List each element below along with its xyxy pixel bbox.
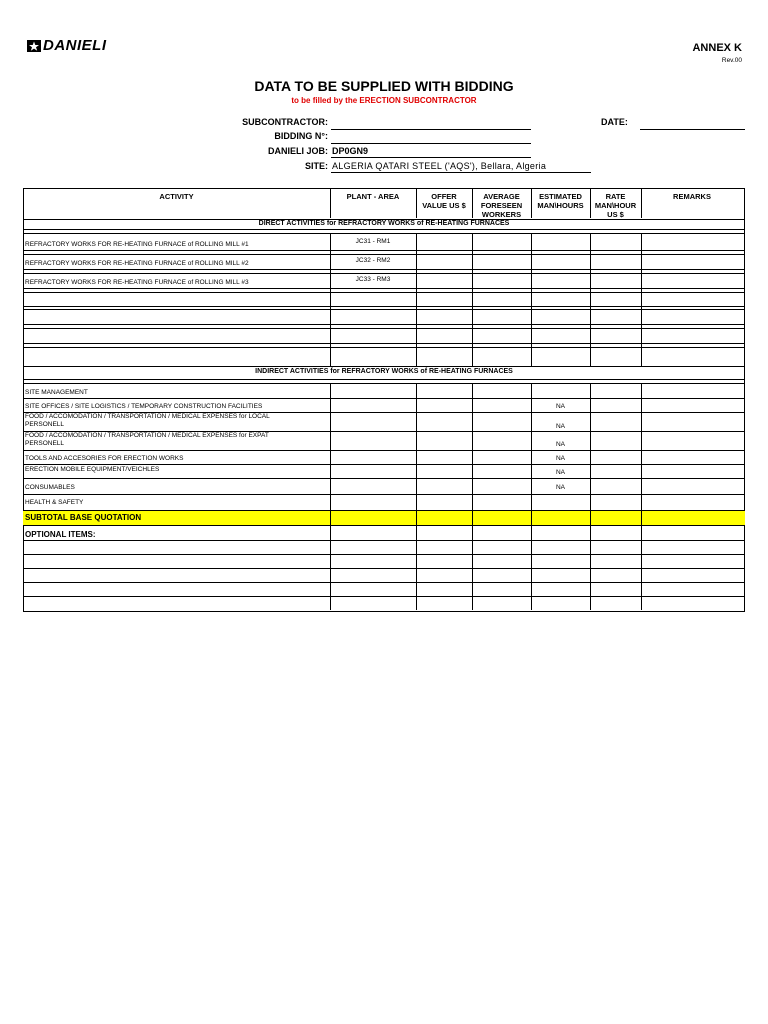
revision-label: Rev.00 — [721, 57, 742, 64]
indirect-row-3-line2: PERSONELL — [25, 421, 65, 428]
col-estimated-manhours — [531, 192, 590, 210]
col-offer-line1: OFFER — [431, 192, 457, 201]
indirect-row-3-activity — [25, 413, 270, 429]
direct-row-1-plant: JC31 - RM1 — [355, 238, 391, 245]
indirect-row-2-est: NA — [555, 403, 566, 410]
job-field[interactable] — [331, 157, 531, 158]
row-divider — [23, 328, 745, 329]
indirect-row-4-line1: FOOD / ACCOMODATION / TRANSPORTATION / MEDICAL EXPENSES for EXPAT — [25, 432, 269, 439]
indirect-row-5-activity: TOOLS AND ACCESORIES FOR ERECTION WORKS — [25, 455, 184, 462]
site-label: SITE: — [304, 161, 328, 171]
danieli-logo — [27, 37, 107, 54]
row-divider — [23, 324, 745, 325]
section-indirect: INDIRECT ACTIVITIES for REFRACTORY WORKS of RE-HEATING FURNACES — [255, 368, 513, 375]
site-field[interactable] — [331, 172, 591, 173]
col-average-workers — [472, 192, 531, 219]
col-divider — [641, 383, 642, 610]
col-divider — [330, 383, 331, 610]
col-plant-area: PLANT - AREA — [346, 192, 400, 201]
indirect-row-8-activity: HEALTH & SAFETY — [25, 499, 84, 506]
danieli-star-icon — [27, 40, 41, 52]
row-divider — [23, 269, 745, 270]
row-divider — [23, 347, 745, 348]
row-divider — [23, 273, 745, 274]
direct-row-3-plant: JC33 - RM3 — [355, 276, 391, 283]
row-divider — [23, 366, 745, 367]
subtotal-label: SUBTOTAL BASE QUOTATION — [25, 513, 142, 522]
bidding-field[interactable] — [331, 143, 531, 144]
row-divider — [23, 309, 745, 310]
indirect-row-3-line1: FOOD / ACCOMODATION / TRANSPORTATION / MEDICAL EXPENSES for LOCAL — [25, 413, 270, 420]
row-divider — [23, 510, 745, 511]
indirect-row-4-activity — [25, 432, 269, 448]
indirect-row-7-activity: CONSUMABLES — [25, 484, 75, 491]
indirect-row-4-line2: PERSONELL — [25, 440, 65, 447]
row-divider — [23, 582, 745, 583]
col-rate — [590, 192, 641, 219]
col-rate-line2: MAN\HOUR — [594, 201, 637, 210]
row-divider — [23, 464, 745, 465]
col-average-line2: FORESEEN — [480, 201, 523, 210]
indirect-row-7-est: NA — [555, 484, 566, 491]
row-divider — [23, 343, 745, 344]
job-value: DP0GN9 — [332, 146, 369, 156]
row-divider — [23, 525, 745, 526]
col-divider — [416, 383, 417, 610]
row-divider — [23, 288, 745, 289]
row-divider — [23, 306, 745, 307]
indirect-row-1-activity: SITE MANAGEMENT — [25, 389, 88, 396]
row-divider — [23, 292, 745, 293]
row-divider — [23, 450, 745, 451]
logo-text: DANIELI — [43, 37, 107, 54]
col-estimated-line1: ESTIMATED — [539, 192, 582, 201]
bidding-table — [23, 188, 745, 612]
row-divider — [23, 250, 745, 251]
subcontractor-label: SUBCONTRACTOR: — [242, 117, 328, 127]
site-value: ALGERIA QATARI STEEL ('AQS'), Bellara, Algeria — [332, 161, 547, 171]
row-divider — [23, 540, 745, 541]
col-average-line3: WORKERS — [481, 210, 522, 219]
bidding-label: BIDDING N°: — [274, 131, 328, 141]
indirect-row-2-activity: SITE OFFICES / SITE LOGISTICS / TEMPORARY CONSTRUCTION FACILITIES — [25, 403, 263, 410]
page-subtitle: to be filled by the ERECTION SUBCONTRACTOR — [291, 96, 477, 105]
row-divider — [23, 494, 745, 495]
indirect-row-3-est: NA — [555, 423, 566, 430]
col-divider — [590, 383, 591, 610]
row-divider — [23, 229, 745, 230]
direct-row-3-activity: REFRACTORY WORKS FOR RE-HEATING FURNACE of ROLLING MILL #3 — [25, 279, 249, 286]
col-offer — [416, 192, 472, 210]
col-estimated-line2: MAN\HOURS — [537, 201, 584, 210]
direct-row-2-plant: JC32 - RM2 — [355, 257, 391, 264]
indirect-row-5-est: NA — [555, 455, 566, 462]
row-divider — [23, 254, 745, 255]
row-divider — [23, 383, 745, 384]
date-label: DATE: — [601, 117, 628, 127]
table-border — [23, 188, 745, 612]
direct-row-1-activity: REFRACTORY WORKS FOR RE-HEATING FURNACE of ROLLING MILL #1 — [25, 241, 249, 248]
page-title: DATA TO BE SUPPLIED WITH BIDDING — [254, 78, 514, 94]
row-divider — [23, 568, 745, 569]
col-average-line1: AVERAGE — [483, 192, 520, 201]
row-divider — [23, 379, 745, 380]
indirect-row-6-est: NA — [555, 469, 566, 476]
section-direct: DIRECT ACTIVITIES for REFRACTORY WORKS of RE-HEATING FURNACES — [258, 220, 510, 227]
col-activity: ACTIVITY — [159, 192, 194, 201]
job-label: DANIELI JOB: — [267, 146, 328, 156]
col-divider — [531, 383, 532, 610]
row-divider — [23, 554, 745, 555]
subcontractor-field[interactable] — [331, 129, 531, 130]
optional-items-label: OPTIONAL ITEMS: — [25, 530, 96, 539]
indirect-row-4-est: NA — [555, 441, 566, 448]
row-divider — [23, 233, 745, 234]
row-divider — [23, 596, 745, 597]
col-offer-line2: VALUE US $ — [422, 201, 466, 210]
date-field[interactable] — [640, 129, 745, 130]
col-divider — [472, 383, 473, 610]
col-rate-line1: RATE — [605, 192, 626, 201]
row-divider — [23, 478, 745, 479]
direct-row-2-activity: REFRACTORY WORKS FOR RE-HEATING FURNACE of ROLLING MILL #2 — [25, 260, 249, 267]
indirect-row-6-activity: ERECTION MOBILE EQUIPMENT/VEICHLES — [25, 466, 160, 473]
annex-label: ANNEX K — [692, 42, 742, 54]
col-remarks: REMARKS — [673, 192, 711, 201]
col-rate-line3: US $ — [607, 210, 624, 219]
row-divider — [23, 398, 745, 399]
